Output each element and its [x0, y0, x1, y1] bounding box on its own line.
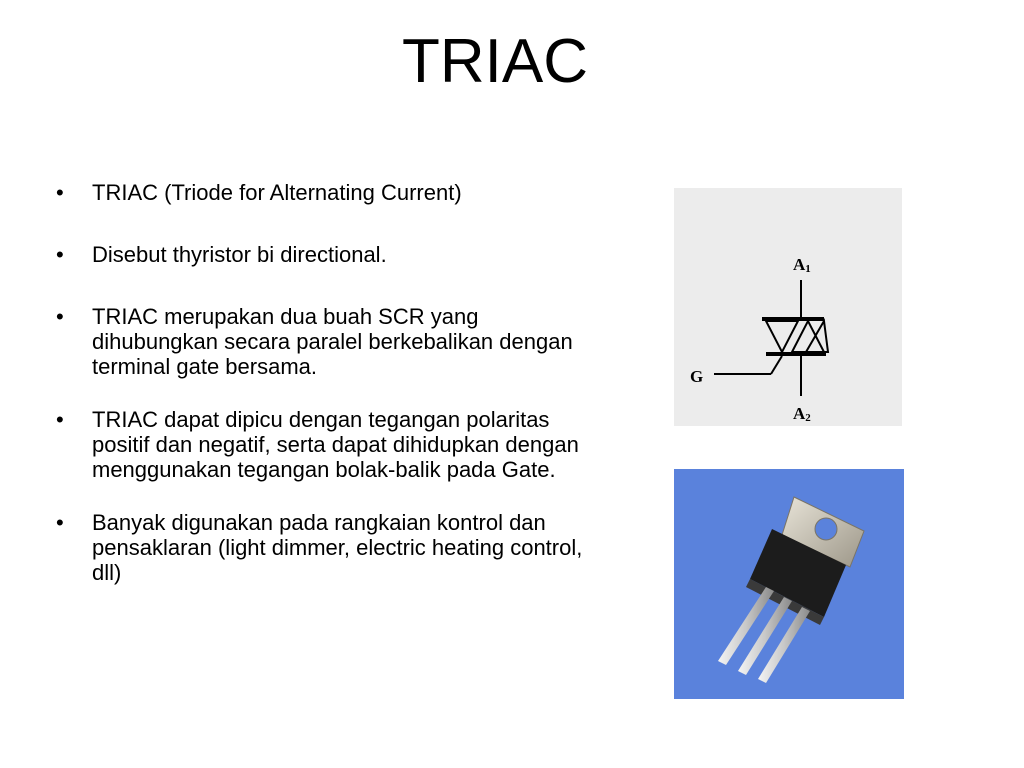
bullet-text: TRIAC (Triode for Alternating Current) — [92, 180, 462, 205]
slide-title: TRIAC — [402, 27, 588, 96]
bullet-dot: • — [56, 180, 64, 205]
label-g: G — [690, 367, 704, 386]
bullet-list — [50, 180, 610, 609]
leg-1 — [718, 587, 774, 665]
bullet-dot: • — [56, 510, 64, 535]
gate-diagonal — [771, 356, 782, 374]
bullet-dot: • — [56, 304, 64, 329]
bullet-item — [50, 242, 610, 267]
bullet-item — [50, 407, 610, 482]
leg-3 — [758, 607, 810, 683]
label-a1: A1 — [793, 255, 811, 275]
bullet-text: Disebut thyristor bi directional. — [92, 242, 387, 267]
mounting-hole — [815, 518, 837, 540]
triac-package-icon — [674, 469, 904, 699]
bullet-item — [50, 304, 610, 379]
bullet-dot: • — [56, 407, 64, 432]
bullet-item — [50, 510, 610, 585]
bullet-item — [50, 180, 610, 205]
bullet-text: TRIAC dapat dipicu dengan tegangan polaritas positif dan negatif, serta dapat dihidupkan dengan menggunakan tegangan bolak-balik pada Gate. — [92, 407, 579, 482]
triac-component-photo — [674, 469, 904, 699]
leg-2 — [738, 597, 792, 675]
bullet-text: TRIAC merupakan dua buah SCR yang dihubungkan secara paralel berkebalikan dengan terminal gate bersama. — [92, 304, 573, 379]
triac-symbol-diagram — [674, 188, 902, 426]
left-diode-triangle — [766, 321, 798, 352]
label-a2: A2 — [793, 404, 811, 424]
triac-symbol-icon — [674, 188, 902, 426]
bullet-dot: • — [56, 242, 64, 267]
bullet-text: Banyak digunakan pada rangkaian kontrol dan pensaklaran (light dimmer, electric heating control, dll) — [92, 510, 583, 585]
